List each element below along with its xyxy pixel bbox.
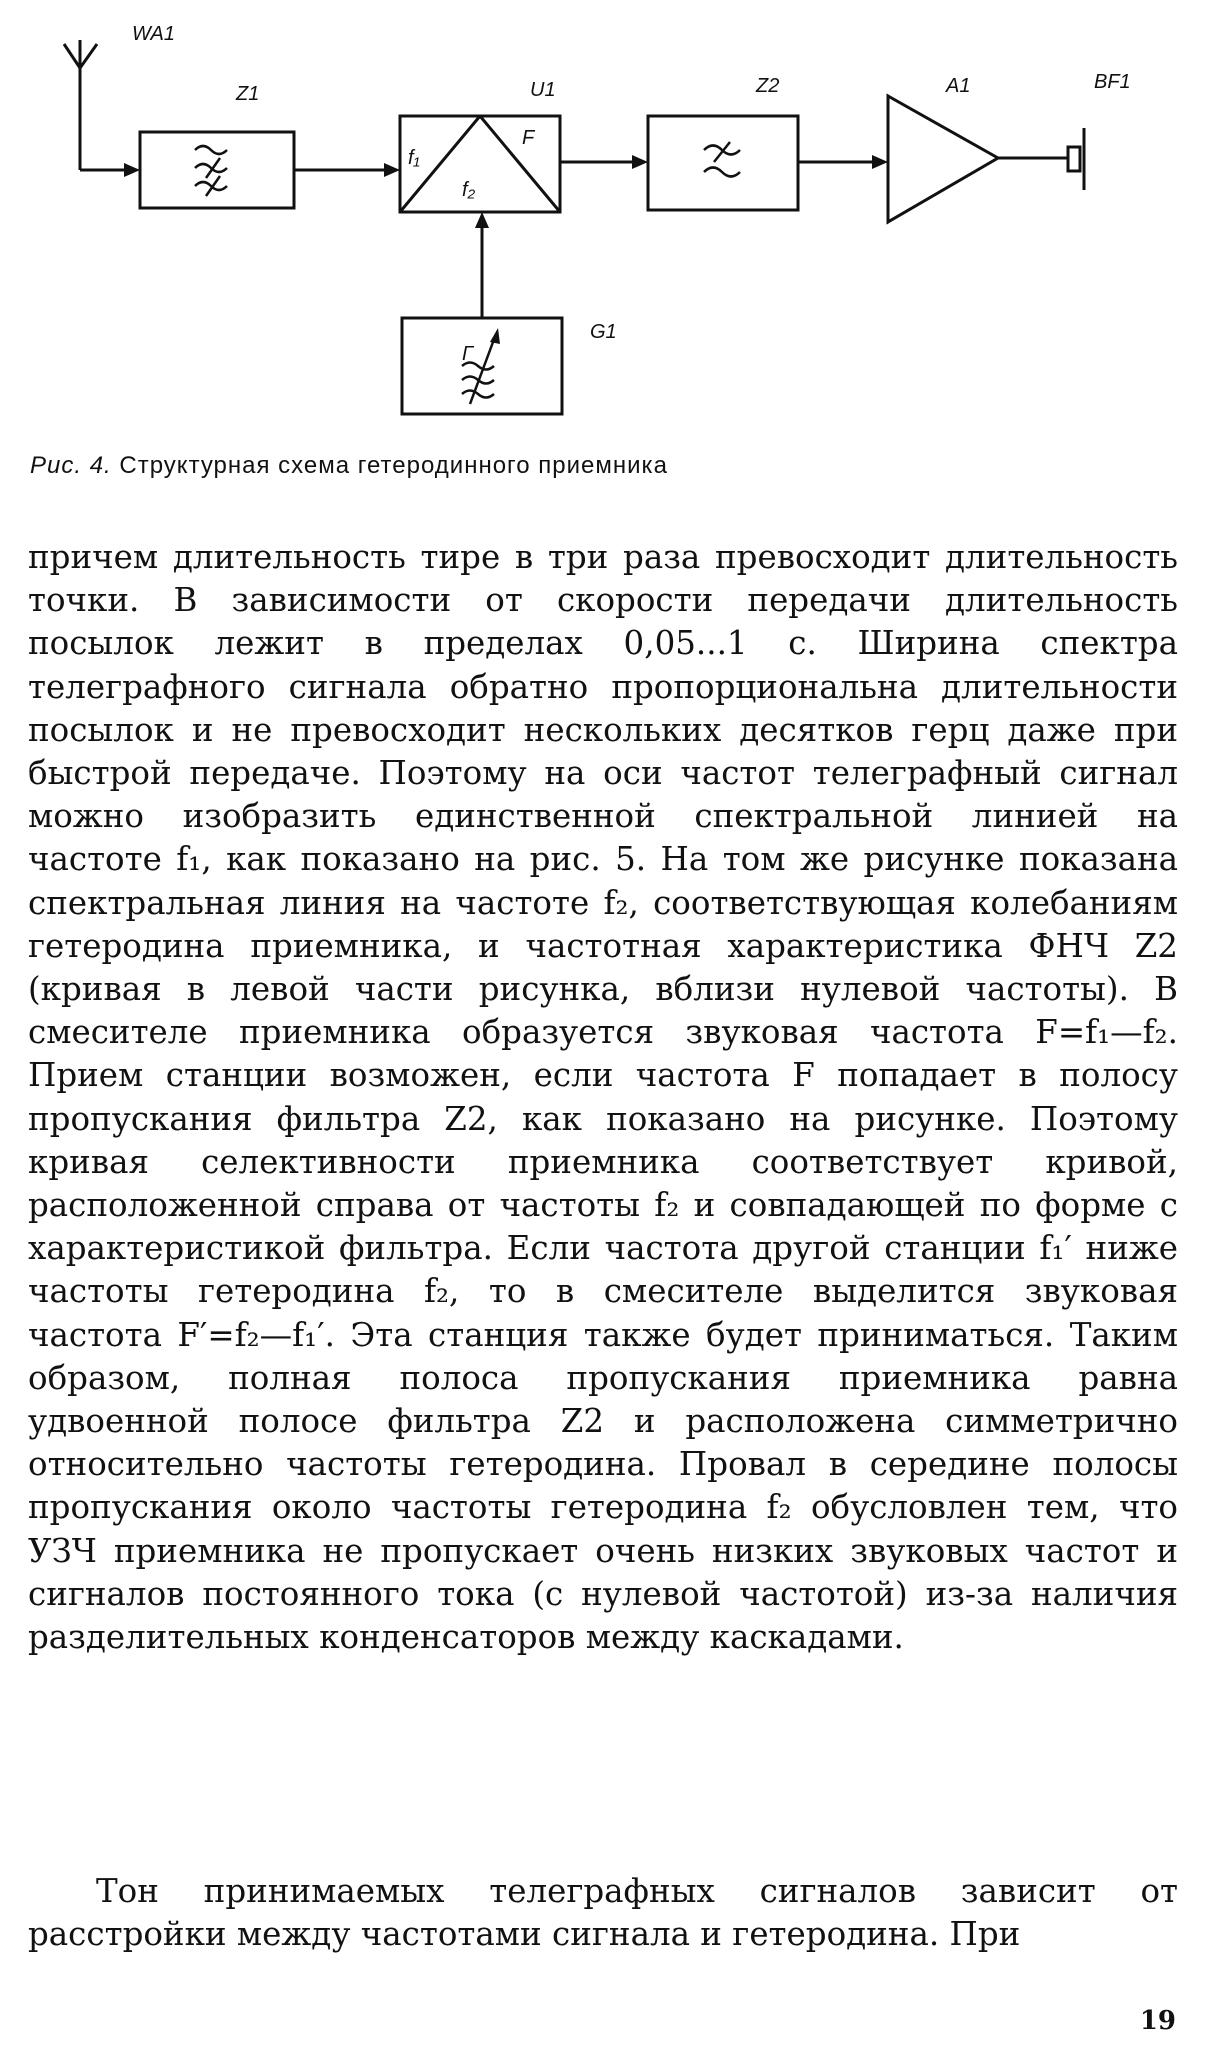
arrow-into-a1 xyxy=(872,155,888,169)
arrow-into-z1 xyxy=(124,163,140,177)
label-z2: Z2 xyxy=(756,75,780,97)
oscillator-symbol: Г xyxy=(462,343,473,365)
antenna-arm-left xyxy=(64,44,80,68)
filter-z1-box xyxy=(140,132,294,208)
mixer-symbol-F: F xyxy=(522,127,535,149)
antenna-arm-right xyxy=(80,44,97,68)
lowpass-symbol-icon xyxy=(704,142,740,177)
label-g1: G1 xyxy=(590,321,617,343)
speaker-body xyxy=(1068,147,1080,171)
amplifier-a1-triangle xyxy=(888,96,998,222)
arrow-into-z2 xyxy=(632,155,648,169)
body-paragraph-2: Тон принимаемых телеграфных сигналов зависит от расстройки между частотами сигнала и гетеродина. При xyxy=(28,1872,1178,1954)
filter-z2-box xyxy=(648,116,798,210)
caption-text: Структурная схема гетеродинного приемника xyxy=(119,452,668,479)
tuning-arrow-icon xyxy=(490,328,500,344)
paragraph-1-text: причем длительность тире в три раза превосходит длительность точки. В зависимости от скорости передачи длительность посылок лежит в пределах 0,05...1 с. Ширина спектра телеграфного сигнала обратно пропорциональна длительности посылок и не превосходит нескольких десятков герц даже при быстрой передаче. Поэтому на оси частот телеграфный сигнал можно изобразить единственной спектральной линией на частоте f₁, как показано на рис. 5. На том же рисунке показана спектральная линия на частоте f₂, соответствующая колебаниям гетеродина приемника, и частотная характеристика ФНЧ Z2 (кривая в левой части рисунка, вблизи нулевой частоты). В смесителе приемника образуется звуковая частота F=f₁—f₂. Прием станции возможен, если частота F попадает в полосу пропускания фильтра Z2, как показано на рисунке. Поэтому кривая селективности приемника соответствует кривой, расположенной справа от частоты f₂ и совпадающей по форме с характеристикой фильтра. Если частота другой станции f₁′ ниже частоты гетеродина f₂, то в смесителе выделится звуковая частота F′=f₂—f₁′. Эта станция также будет приниматься. Таким образом, полная полоса пропускания приемника равна удвоенной полосе фильтра Z2 и расположена симметрично относительно частоты гетеродина. Провал в середине полосы пропускания около частоты гетеродина f₂ обусловлен тем, что УЗЧ приемника не пропускает очень низких звуковых частот и сигналов постоянного тока (с нулевой частотой) из-за наличия разделительных конденсаторов между каскадами. xyxy=(28,538,1178,1657)
caption-lead: Рис. 4. xyxy=(30,452,112,479)
mixer-symbol-f2: f₂ xyxy=(462,179,476,201)
mixer-diagonal-right xyxy=(480,116,560,212)
mixer-symbol-f1: f₁ xyxy=(408,147,420,169)
arrow-into-u1 xyxy=(384,163,400,177)
body-paragraph-1 xyxy=(28,536,1178,1659)
page-number: 19 xyxy=(1139,2006,1176,2036)
figure-caption xyxy=(30,452,668,480)
oscillator-g1-box xyxy=(402,318,562,414)
bandpass-symbol-icon xyxy=(195,146,227,196)
block-diagram xyxy=(0,0,1208,440)
label-z1: Z1 xyxy=(236,83,260,105)
mixer-u1-box xyxy=(400,116,560,212)
label-u1: U1 xyxy=(530,79,556,101)
arrow-g1-into-u1 xyxy=(475,212,489,228)
label-a1: A1 xyxy=(946,75,971,97)
label-bf1: BF1 xyxy=(1094,71,1131,93)
label-wa1: WA1 xyxy=(132,23,175,45)
